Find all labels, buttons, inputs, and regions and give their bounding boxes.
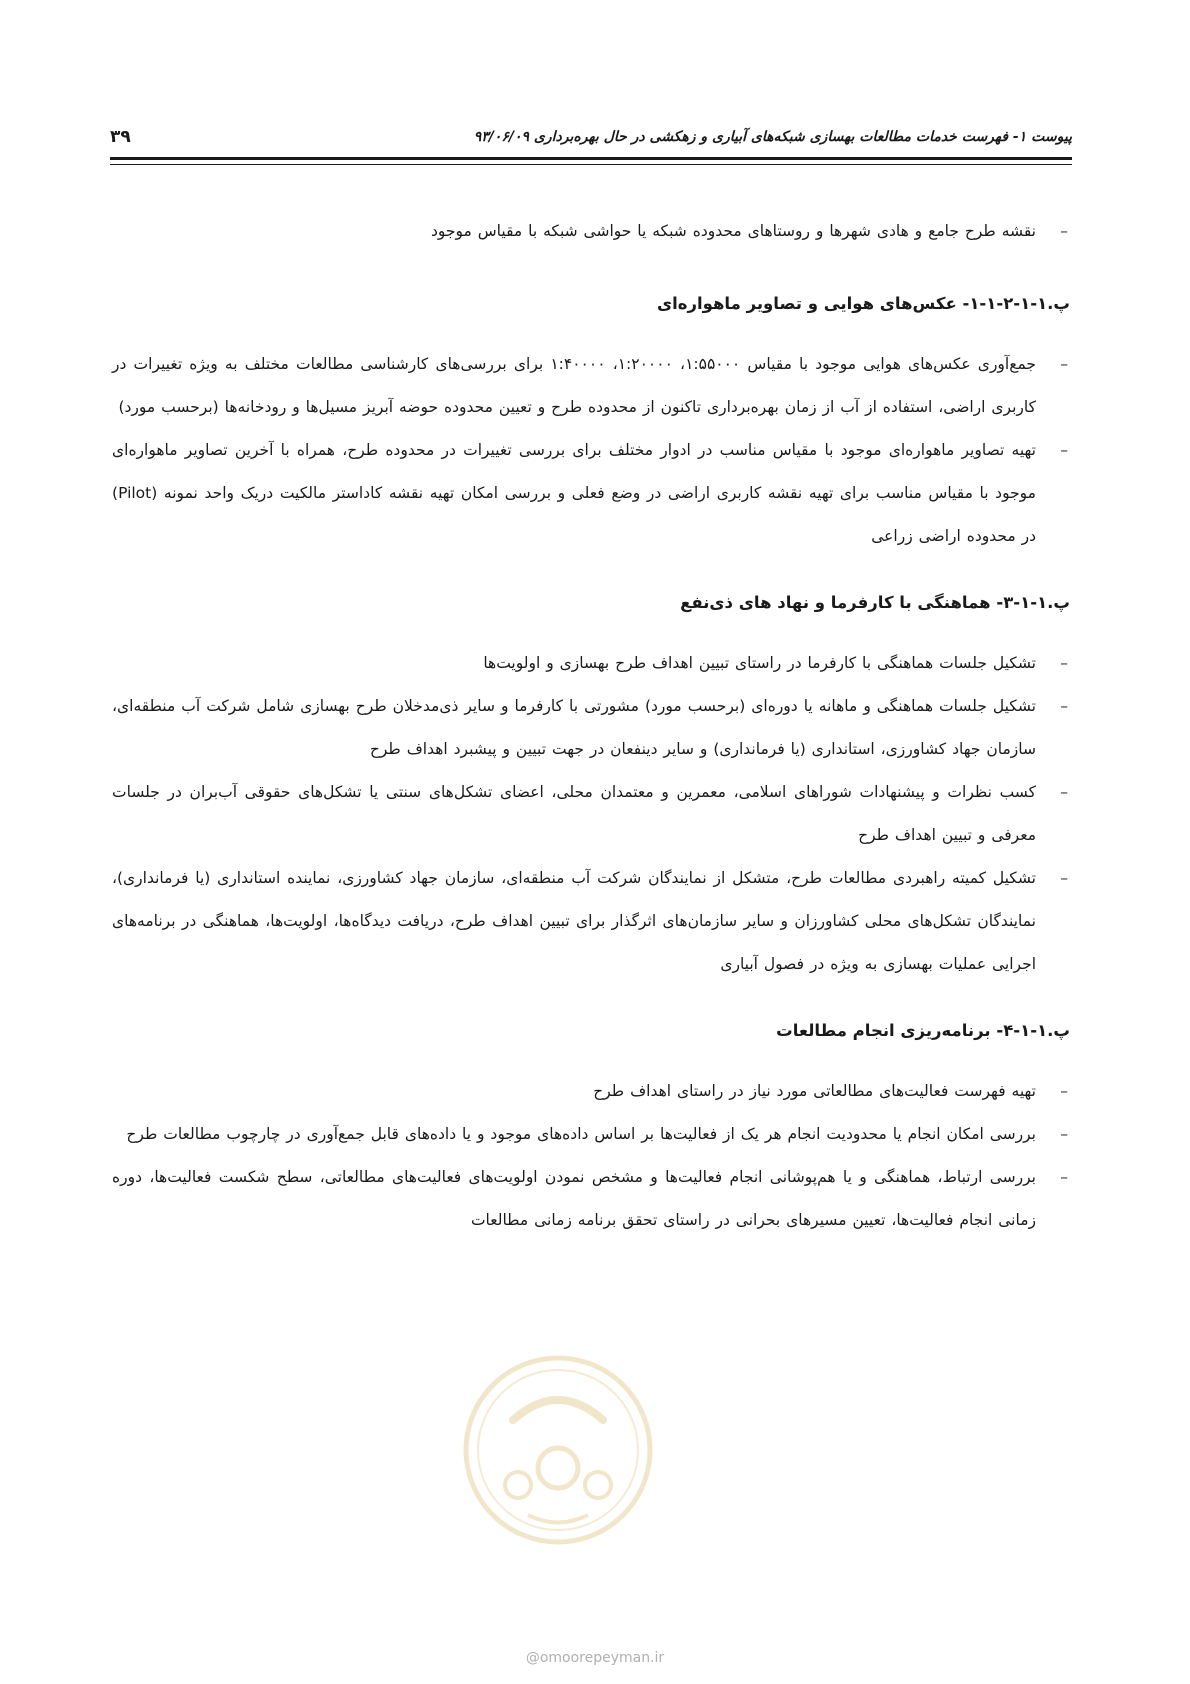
list-item: – نقشه طرح جامع و هادی شهرها و روستاهای محدوده شبکه یا حواشی شبکه با مقیاس موجود: [112, 210, 1070, 253]
list-item: – تشکیل جلسات هماهنگی با کارفرما در راستای تبیین اهداف طرح بهسازی و اولویت‌ها: [112, 642, 1070, 685]
section-list-coordination: [112, 642, 1070, 986]
list-item: – بررسی امکان انجام یا محدودیت انجام هر یک از فعالیت‌ها بر اساس داده‌های موجود و یا داده‌های قابل جمع‌آوری در چارچوب مطالعات طرح: [112, 1113, 1070, 1156]
page-header: [110, 124, 1072, 150]
list-item: – بررسی ارتباط، هماهنگی و یا هم‌پوشانی انجام فعالیت‌ها و مشخص نمودن اولویت‌های فعالیت‌های مطالعاتی، سطح شکست فعالیت‌ها، دوره زمانی انجام فعالیت‌ها، تعیین مسیرهای بحرانی در راستای تحقق برنامه زمانی مطالعات: [112, 1156, 1070, 1242]
section-list-aerial-photos: [112, 343, 1070, 558]
header-title: پیوست ۱- فهرست خدمات مطالعات بهسازی شبکه‌های آبیاری و زهکشی در حال بهره‌برداری ۹۳/۰۶/۰۹: [473, 129, 1072, 145]
list-item: – جمع‌آوری عکس‌های هوایی موجود با مقیاس ۱:۵۵۰۰۰، ۱:۲۰۰۰۰، ۱:۴۰۰۰۰ برای بررسی‌های کارشناسی مطالعات مختلف به ویژه تغییرات در کاربری اراضی، استفاده از آب از زمان بهره‌برداری تاکنون از محدوده طرح و تعیین محدوده حوضه آبریز مسیل‌ها و رودخانه‌ها (برحسب مورد): [112, 343, 1070, 429]
header-rule-thick: [110, 157, 1072, 160]
header-rule-thin: [110, 164, 1072, 165]
list-item: – تهیه تصاویر ماهواره‌ای موجود با مقیاس مناسب در ادوار مختلف برای بررسی تغییرات در محدوده طرح، همراه با آخرین تصاویر ماهواره‌ای موجود با مقیاس مناسب برای تهیه نقشه کاربری اراضی در وضع فعلی و بررسی امکان تهیه نقشه کاداستر مالکیت دریک واحد نمونه (Pilot) در محدوده اراضی زراعی: [112, 429, 1070, 558]
list-item: – تهیه فهرست فعالیت‌های مطالعاتی مورد نیاز در راستای اهداف طرح: [112, 1070, 1070, 1113]
section-title-planning: پ.۱-۱-۴- برنامه‌ریزی انجام مطالعات: [776, 1021, 1070, 1040]
section-title-coordination: پ.۱-۱-۳- هماهنگی با کارفرما و نهاد های ذی‌نفع: [680, 593, 1070, 612]
section-list-planning: [112, 1070, 1070, 1242]
intro-list: [112, 210, 1070, 253]
page-number: ۳۹: [110, 127, 131, 147]
watermark-seal-icon: [458, 1350, 658, 1550]
list-item: – تشکیل کمیته راهبردی مطالعات طرح، متشکل از نمایندگان شرکت آب منطقه‌ای، سازمان جهاد کشاورزی، نماینده استانداری (یا فرمانداری)، نمایندگان تشکل‌های محلی کشاورزان و سایر سازمان‌های اثرگذار برای تبیین اهداف طرح، دریافت دیدگاه‌ها، اولویت‌ها، هماهنگی در برنامه‌های اجرایی عملیات بهسازی به ویژه در فصول آبیاری: [112, 857, 1070, 986]
section-title-aerial-photos: پ.۱-۱-۲-۱-۱- عکس‌های هوایی و تصاویر ماهواره‌ای: [656, 294, 1070, 313]
list-item: – تشکیل جلسات هماهنگی و ماهانه یا دوره‌ای (برحسب مورد) مشورتی با کارفرما و سایر ذی‌مدخلان طرح بهسازی شامل شرکت آب منطقه‌ای، سازمان جهاد کشاورزی، استانداری (یا فرمانداری) و سایر دینفعان در جهت تبیین و پیشبرد اهداف طرح: [112, 685, 1070, 771]
list-item: – کسب نظرات و پیشنهادات شوراهای اسلامی، معمرین و معتمدان محلی، اعضای تشکل‌های سنتی یا تشکل‌های حقوقی آب‌بران در جلسات معرفی و تبیین اهداف طرح: [112, 771, 1070, 857]
document-body: [112, 210, 1070, 1272]
footer-watermark-url: @omoorepeyman.ir: [525, 1650, 665, 1666]
